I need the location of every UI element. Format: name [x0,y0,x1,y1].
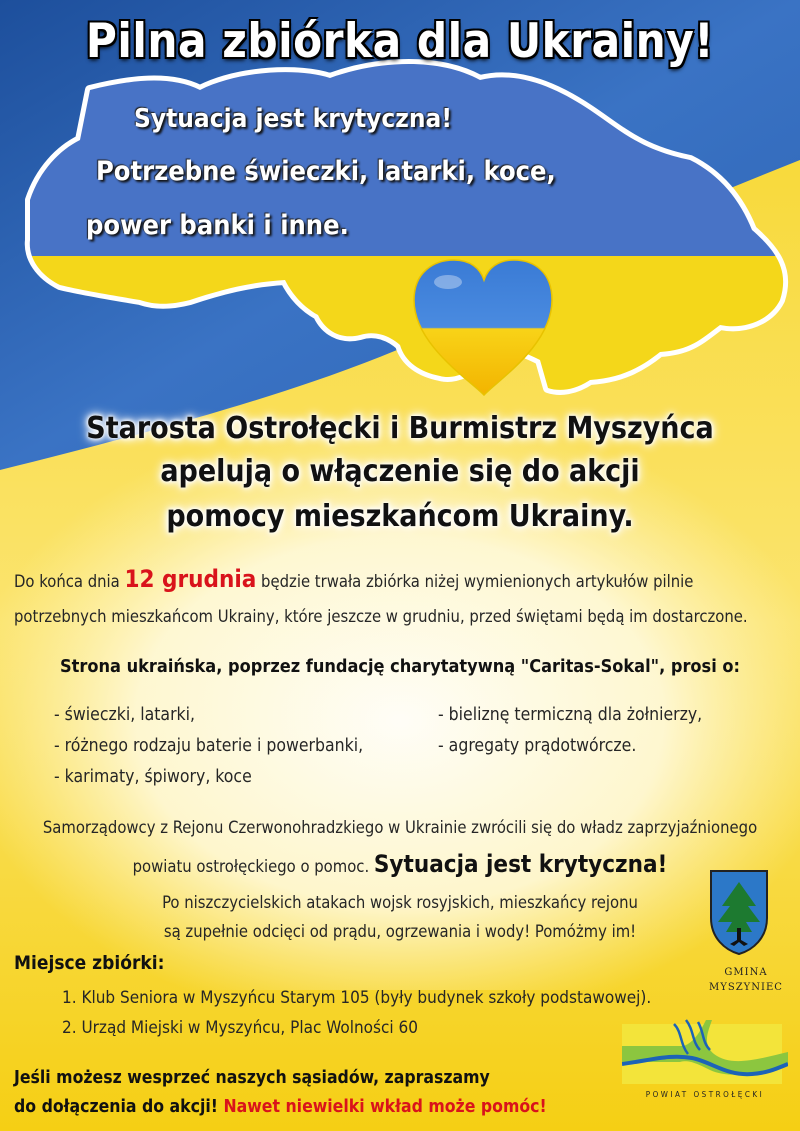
samorzad-line-3: Po niszczycielskich atakach wojsk rosyjskich, mieszkańcy rejonu [162,893,638,912]
closing-line-2 [14,1097,547,1117]
item-left-1: - świeczki, latarki, [54,705,196,725]
appeal-line-3: pomocy mieszkańcom Ukrainy. [166,499,634,534]
situation-line-1: Sytuacja jest krytyczna! [134,104,452,134]
closing-highlight: Nawet niewielki wkład może pomóc! [223,1097,547,1117]
place-2: 2. Urząd Miejski w Myszyńcu, Plac Wolności 60 [62,1018,418,1038]
appeal-line-1: Starosta Ostrołęcki i Burmistrz Myszyńca [86,411,714,446]
powiat-logo-text: POWIAT OSTROŁĘCKI [645,1090,765,1099]
gmina-logo-text [706,965,786,995]
appeal-line-2: apelują o włączenie się do akcji [160,454,640,489]
intro-date: 12 grudnia [124,565,257,593]
place-1: 1. Klub Seniora w Myszyńcu Starym 105 (były budynek szkoły podstawowej). [62,988,652,1008]
intro-before: Do końca dnia [14,572,120,591]
intro-line-1 [14,566,794,595]
page-title: Pilna zbiórka dla Ukrainy! [85,14,715,69]
item-left-3: - karimaty, śpiwory, koce [54,767,252,787]
critical-emphasis: Sytuacja jest krytyczna! [373,850,668,878]
gmina-myszyniec-coat-of-arms [708,868,770,956]
situation-line-2: Potrzebne świeczki, latarki, koce, [96,156,556,187]
item-right-2: - agregaty prądotwórcze. [438,736,637,756]
samorzad-line-4: są zupełnie odcięci od prądu, ogrzewania i wody! Pomóżmy im! [163,922,637,941]
places-heading: Miejsce zbiórki: [14,952,165,974]
item-left-2: - różnego rodzaju baterie i powerbanki, [54,736,364,756]
request-heading: Strona ukraińska, poprzez fundację charytatywną "Caritas-Sokal", prosi o: [60,656,740,677]
intro-after: będzie trwała zbiórka niżej wymienionych artykułów pilnie [261,572,694,591]
samorzad-line-2 [0,850,800,878]
samorzad-line-1: Samorządowcy z Rejonu Czerwonohradzkiego w Ukrainie zwrócili się do władz zaprzyjaźnionego [42,818,758,837]
gmina-label: GMINA [724,967,768,978]
myszyniec-label: MYSZYNIEC [709,982,783,993]
intro-line-2: potrzebnych mieszkańcom Ukrainy, które jeszcze w grudniu, przed świętami będą im dostarczone. [14,607,748,626]
situation-line-3: power banki i inne. [86,210,349,241]
closing-invite: do dołączenia do akcji! [14,1097,218,1117]
powiat-ostrolecki-logo [622,1018,788,1090]
samorzad-text: powiatu ostrołęckiego o pomoc. [132,857,370,876]
closing-line-1: Jeśli możesz wesprzeć naszych sąsiadów, zapraszamy [14,1068,490,1088]
item-right-1: - bieliznę termiczną dla żołnierzy, [438,705,703,725]
